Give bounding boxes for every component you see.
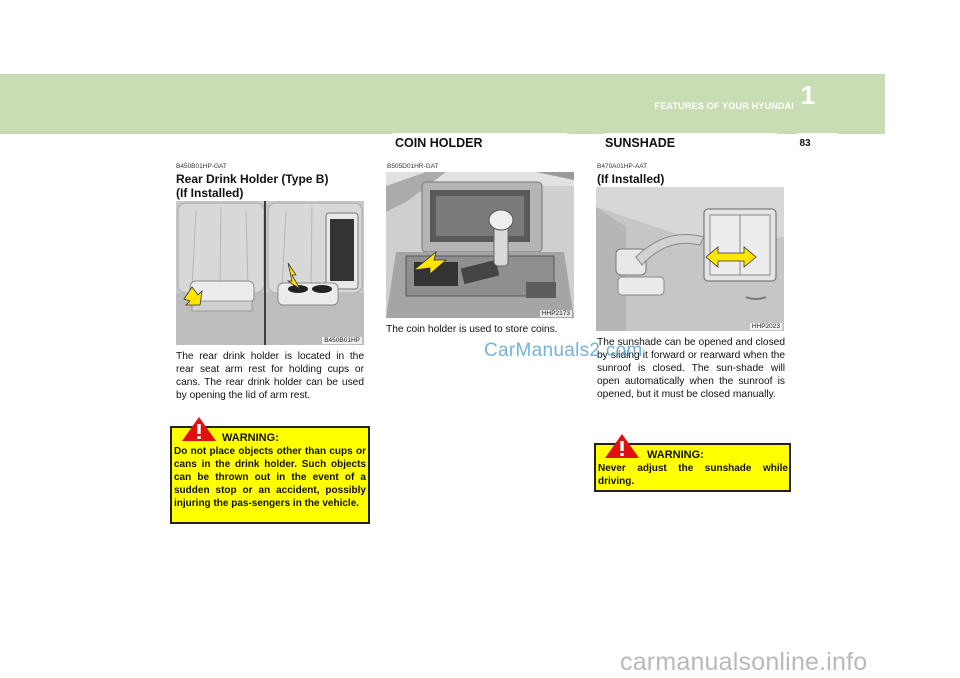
figure-label: HHP2023 [751,323,780,330]
section-number: 1 [800,80,816,110]
coin-holder-figure [386,172,574,318]
section-code: B450B01HP-GAT [176,163,227,170]
drink-holder-figure [176,201,364,345]
warning-title: WARNING: [222,432,279,444]
page-number: 83 [799,138,811,149]
tab-label-coin-holder: COIN HOLDER [395,136,483,150]
watermark-footer: carmanualsonline.info [620,648,868,676]
warning-text: Never adjust the sunshade while driving. [598,463,788,487]
warning-text: Do not place objects other than cups or cans in the drink holder. Such objects can be thrown out in the event of a sudden stop or an accident, possibly injuring the pas-sengers in the vehicle. [174,446,366,509]
warning-title: WARNING: [647,449,704,461]
watermark-overlay: CarManuals2.com [484,340,643,361]
warning-icon [182,417,216,441]
section-heading [176,172,328,200]
figure-label: B450B01HP [324,337,360,344]
body-text: The coin holder is used to store coins. [386,324,558,335]
sunshade-illustration [596,187,784,331]
heading-line: (If Installed) [176,186,244,200]
section-code: B470A01HP-AAT [597,163,648,170]
tab-label-sunshade: SUNSHADE [605,136,676,150]
section-code: B505D01HR-GAT [387,163,439,170]
warning-icon [605,434,639,458]
section-title: FEATURES OF YOUR HYUNDAI [654,101,794,111]
heading-line: Rear Drink Holder (Type B) [176,172,329,186]
figure-label: HHP2173 [541,310,570,317]
body-text: The sunshade can be opened and closed by sliding it forward or rearward when the sunroof is closed. The sun-shade will open automatically when the sunroof is opened, but it must be closed manually. [597,337,785,400]
drink-holder-illustration [176,201,364,345]
sunshade-figure [596,187,784,331]
section-heading: (If Installed) [597,172,665,186]
coin-holder-illustration [386,172,574,318]
body-text: The rear drink holder is located in the rear seat arm rest for holding cups or cans. The rear drink holder can be used by opening the lid of arm rest. [176,351,364,401]
